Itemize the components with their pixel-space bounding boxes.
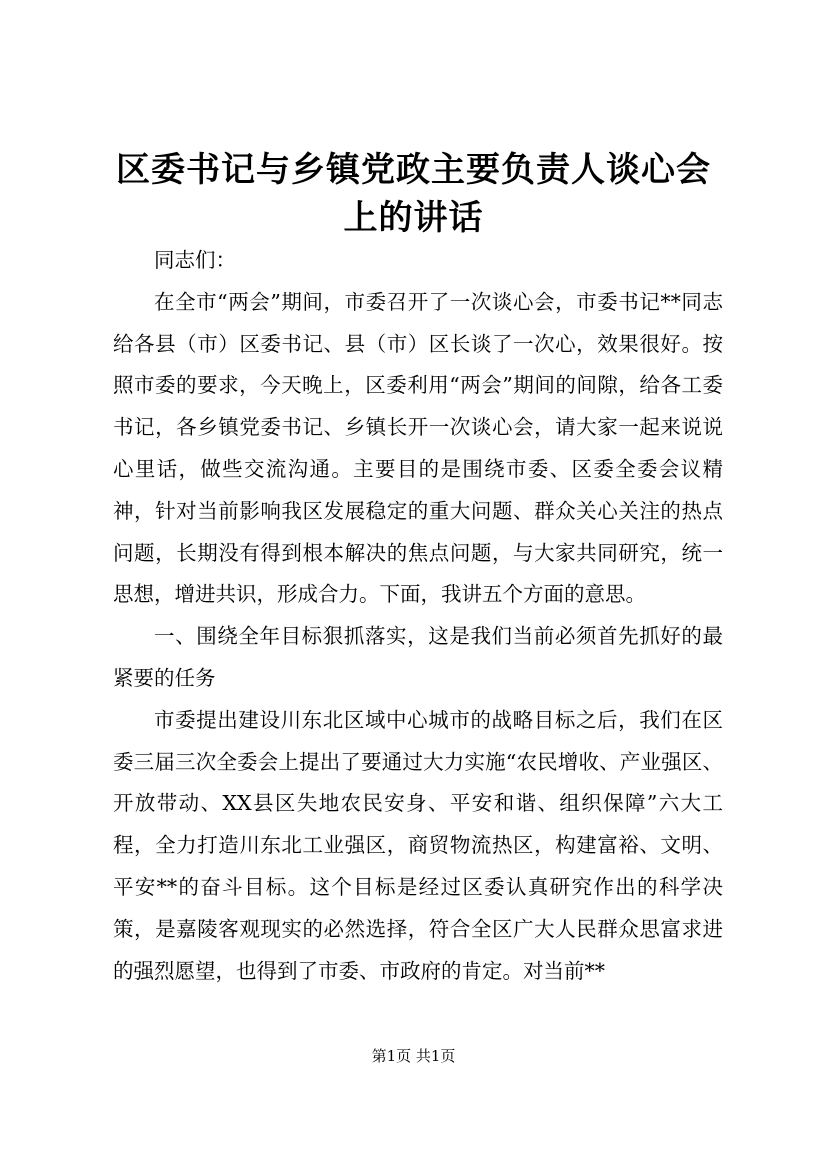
body-paragraph: 在全市“两会”期间，市委召开了一次谈心会，市委书记**同志给各县（市）区委书记、县（市）区长谈了一次心，效果很好。按照市委的要求，今天晚上，区委利用“两会”期间的间隙，给各工委书记，各乡镇党委书记、乡镇长开一次谈心会，请大家一起来说说心里话，做些交流沟通。主要目的是围绕市委、区委全委会议精神，针对当前影响我区发展稳定的重大问题、群众关心关注的热点问题，长期没有得到根本解决的焦点问题，与大家共同研究，统一思想，增进共识，形成合力。下面，我讲五个方面的意思。 bbox=[113, 289, 723, 607]
body-paragraph: 市委提出建设川东北区域中心城市的战略目标之后，我们在区委三届三次全委会上提出了要通过大力实施“农民增收、产业强区、开放带动、XX县区失地农民安身、平安和谐、组织保障”六大工程，全力打造川东北工业强区，商贸物流热区，构建富裕、文明、平安**的奋斗目标。这个目标是经过区委认真研究作出的科学决策，是嘉陵客观现实的必然选择，符合全区广大人民群众思富求进的强烈愿望，也得到了市委、市政府的肯定。对当前** bbox=[113, 707, 723, 983]
salutation-paragraph: 同志们： bbox=[154, 248, 236, 272]
section-heading: 一、围绕全年目标狠抓落实，这是我们当前必须首先抓好的最紧要的任务 bbox=[113, 624, 723, 690]
document-title: 区委书记与乡镇党政主要负责人谈心会上的讲话 bbox=[116, 150, 711, 238]
document-body bbox=[113, 240, 723, 992]
page-footer: 第1页 共1页 bbox=[371, 1047, 456, 1065]
